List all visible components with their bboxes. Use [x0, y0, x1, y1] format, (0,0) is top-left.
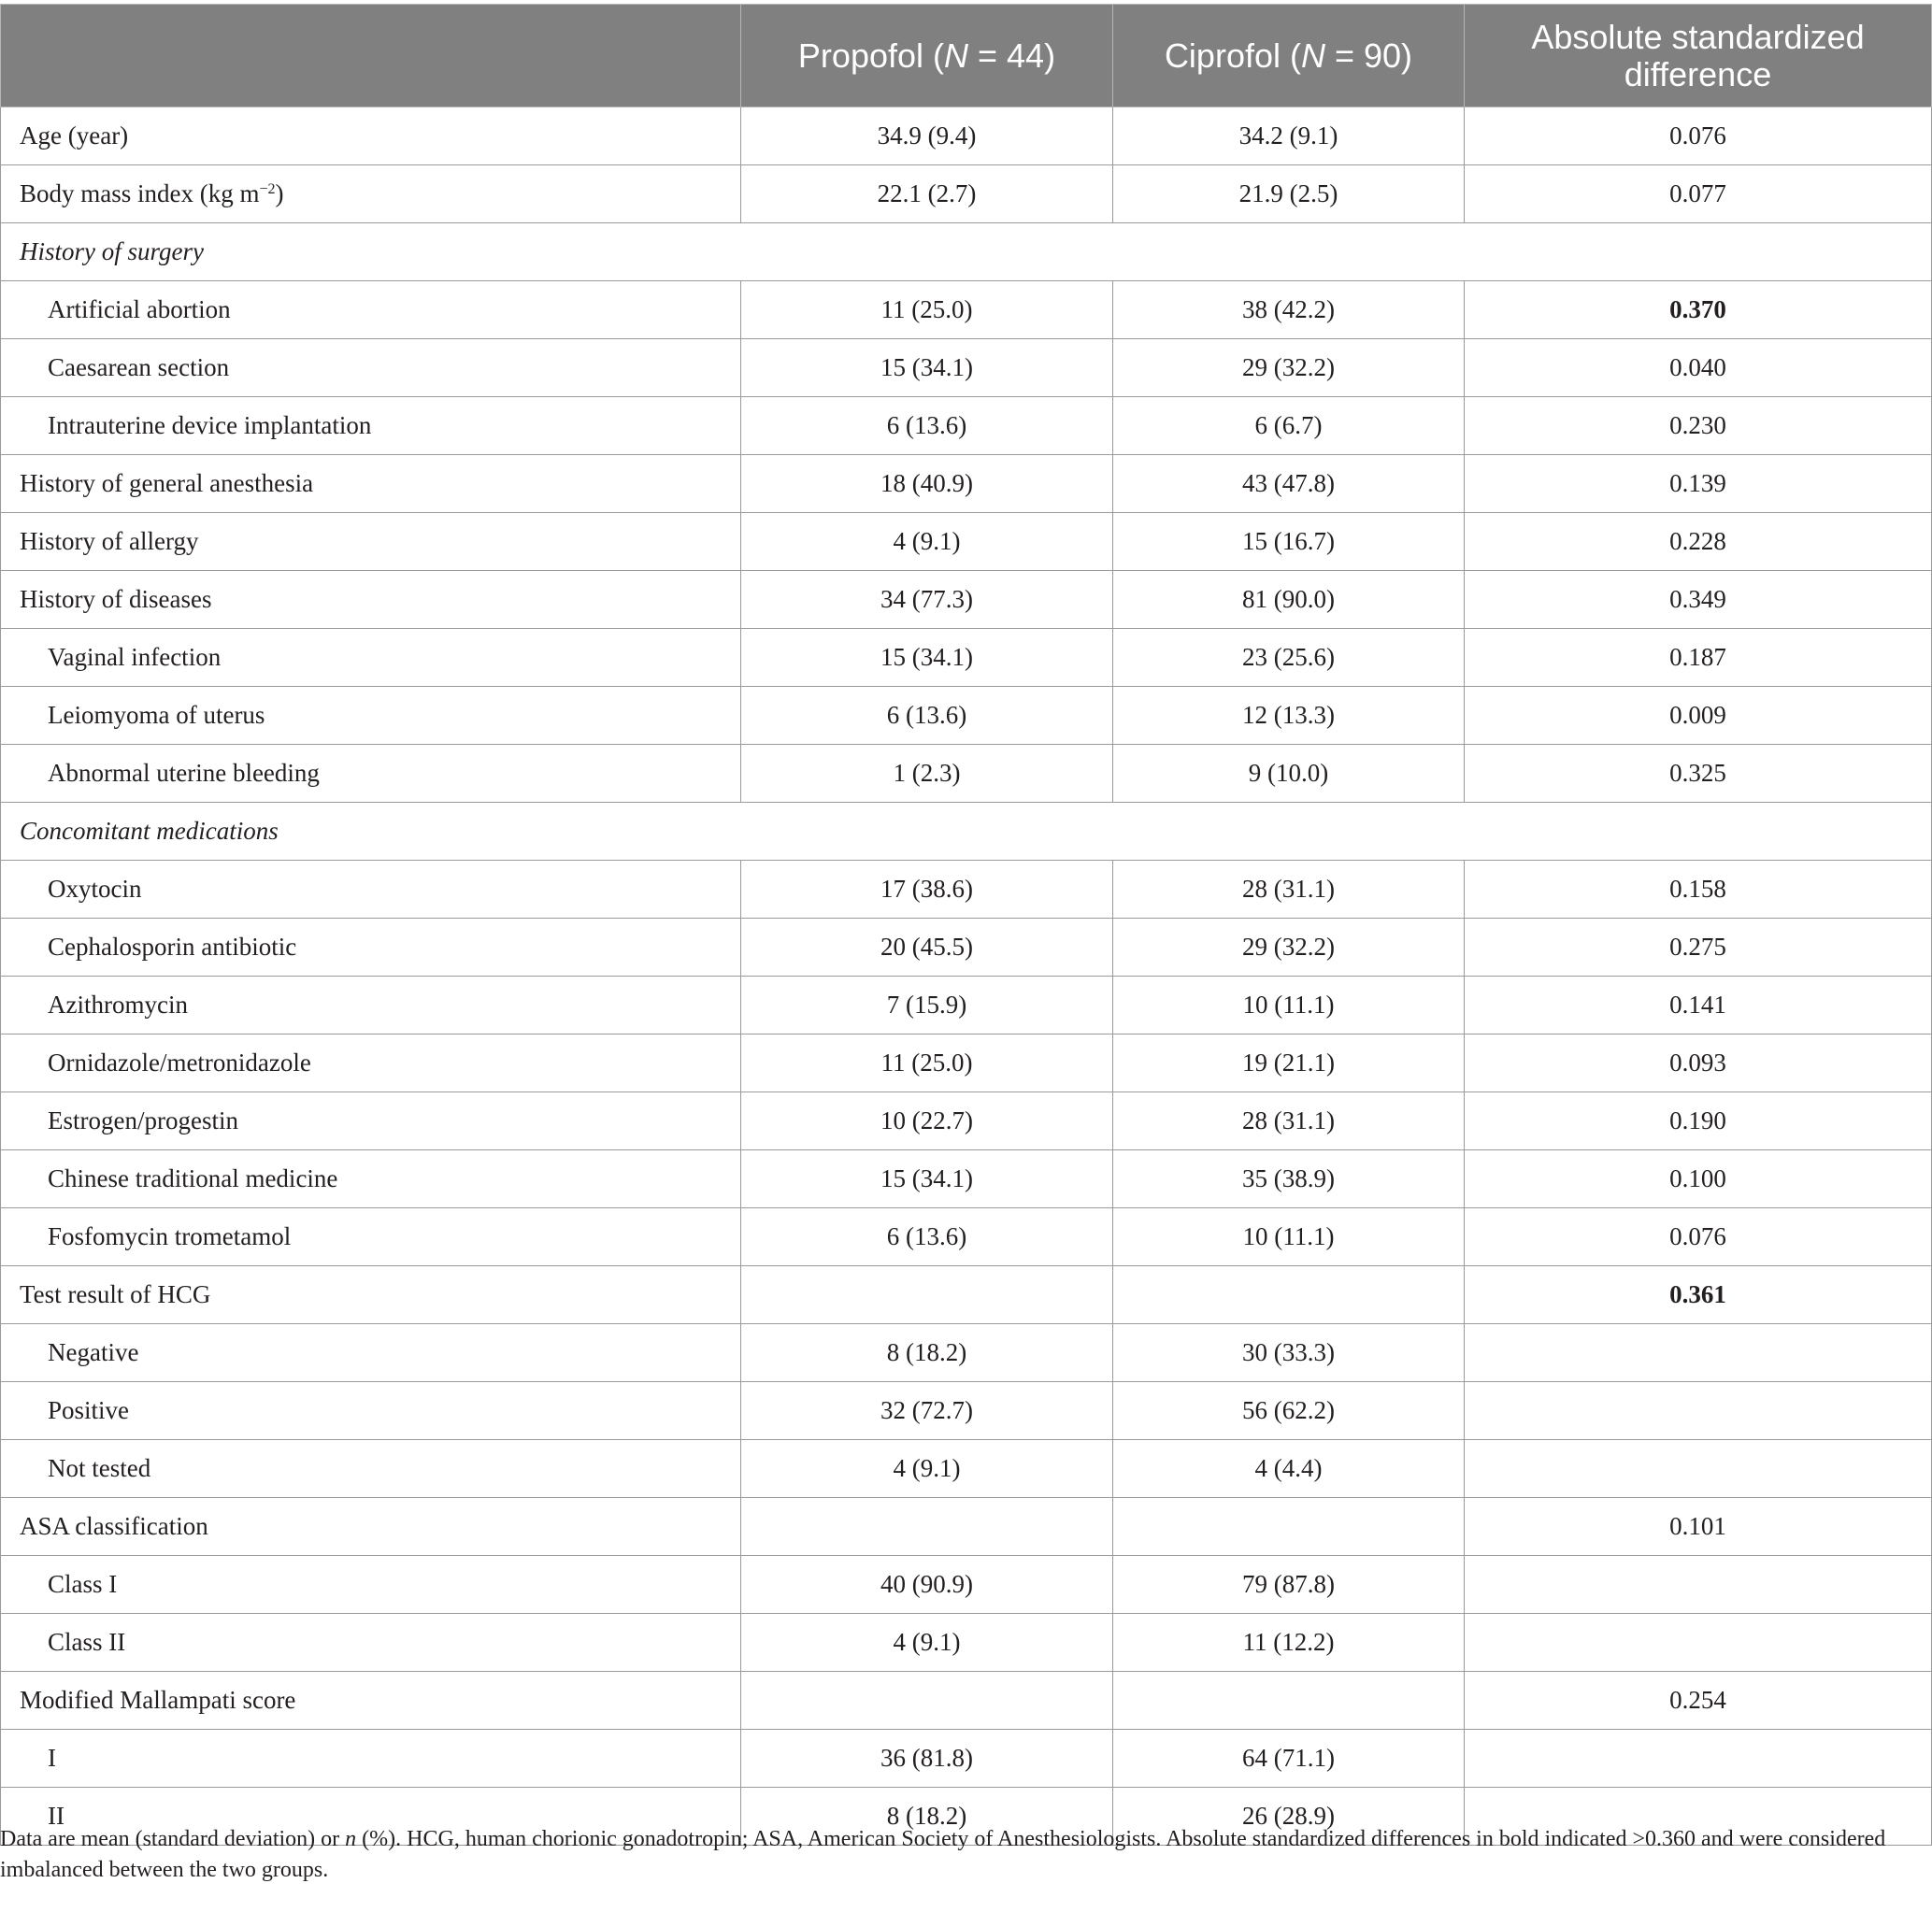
cell-asd: 0.077	[1465, 165, 1932, 223]
row-label: Negative	[1, 1324, 741, 1382]
row-label: Positive	[1, 1382, 741, 1440]
cell-ciprofol: 21.9 (2.5)	[1113, 165, 1465, 223]
cell-ciprofol: 10 (11.1)	[1113, 977, 1465, 1034]
cell-asd: 0.009	[1465, 687, 1932, 745]
cell-propofol: 22.1 (2.7)	[741, 165, 1113, 223]
cell-ciprofol: 29 (32.2)	[1113, 919, 1465, 977]
cell-propofol	[741, 1498, 1113, 1556]
cell-propofol: 6 (13.6)	[741, 1208, 1113, 1266]
row-label: Age (year)	[1, 107, 741, 165]
row-label: Cephalosporin antibiotic	[1, 919, 741, 977]
table-row	[1, 977, 1932, 1034]
cell-ciprofol: 81 (90.0)	[1113, 571, 1465, 629]
row-label: Intrauterine device implantation	[1, 397, 741, 455]
table-row	[1, 107, 1932, 165]
row-label: Chinese traditional medicine	[1, 1150, 741, 1208]
cell-propofol	[741, 1672, 1113, 1730]
table-footnote: Data are mean (standard deviation) or n (%). HCG, human chorionic gonadotropin; ASA, American Society of Anesthesiologists. Absolute standardized differences in bold indicated >0.360 and were considered imbalanced between the two groups.	[0, 1827, 1886, 1882]
cell-propofol: 8 (18.2)	[741, 1788, 1113, 1846]
header-variable	[1, 5, 741, 107]
table-row	[1, 1498, 1932, 1556]
cell-ciprofol: 12 (13.3)	[1113, 687, 1465, 745]
cell-asd: 0.100	[1465, 1150, 1932, 1208]
cell-ciprofol: 35 (38.9)	[1113, 1150, 1465, 1208]
table-row	[1, 629, 1932, 687]
cell-propofol: 4 (9.1)	[741, 1614, 1113, 1672]
row-label: History of allergy	[1, 513, 741, 571]
cell-propofol: 17 (38.6)	[741, 861, 1113, 919]
cell-ciprofol: 64 (71.1)	[1113, 1730, 1465, 1788]
row-label: Abnormal uterine bleeding	[1, 745, 741, 803]
table-row	[1, 919, 1932, 977]
cell-propofol: 18 (40.9)	[741, 455, 1113, 513]
header-asd: Absolute standardized difference	[1465, 5, 1932, 107]
header-propofol: Propofol (N = 44)	[741, 5, 1113, 107]
table-row	[1, 1614, 1932, 1672]
cell-asd: 0.275	[1465, 919, 1932, 977]
table-row	[1, 1382, 1932, 1440]
cell-asd	[1465, 1440, 1932, 1498]
cell-asd: 0.101	[1465, 1498, 1932, 1556]
cell-propofol: 15 (34.1)	[741, 629, 1113, 687]
cell-propofol: 11 (25.0)	[741, 1034, 1113, 1092]
table-row	[1, 571, 1932, 629]
cell-asd: 0.254	[1465, 1672, 1932, 1730]
table-row	[1, 1556, 1932, 1614]
cell-propofol: 1 (2.3)	[741, 745, 1113, 803]
row-label: I	[1, 1730, 741, 1788]
table-row	[1, 745, 1932, 803]
table-row	[1, 687, 1932, 745]
row-label: Class I	[1, 1556, 741, 1614]
cell-asd: 0.093	[1465, 1034, 1932, 1092]
cell-propofol: 34.9 (9.4)	[741, 107, 1113, 165]
cell-ciprofol: 38 (42.2)	[1113, 281, 1465, 339]
table-body	[1, 107, 1932, 1846]
cell-propofol: 32 (72.7)	[741, 1382, 1113, 1440]
cell-propofol: 4 (9.1)	[741, 513, 1113, 571]
cell-propofol: 10 (22.7)	[741, 1092, 1113, 1150]
table-row	[1, 1208, 1932, 1266]
baseline-characteristics-table	[0, 4, 1932, 1846]
cell-asd: 0.228	[1465, 513, 1932, 571]
cell-ciprofol: 11 (12.2)	[1113, 1614, 1465, 1672]
row-label: History of general anesthesia	[1, 455, 741, 513]
cell-asd: 0.190	[1465, 1092, 1932, 1150]
section-label: Concomitant medications	[1, 803, 1932, 861]
cell-propofol: 6 (13.6)	[741, 687, 1113, 745]
table-row	[1, 455, 1932, 513]
cell-ciprofol: 34.2 (9.1)	[1113, 107, 1465, 165]
row-label: Fosfomycin trometamol	[1, 1208, 741, 1266]
table-row	[1, 1150, 1932, 1208]
row-label: Class II	[1, 1614, 741, 1672]
row-label: ASA classification	[1, 1498, 741, 1556]
cell-ciprofol: 4 (4.4)	[1113, 1440, 1465, 1498]
cell-asd	[1465, 1556, 1932, 1614]
cell-asd: 0.141	[1465, 977, 1932, 1034]
cell-asd: 0.230	[1465, 397, 1932, 455]
cell-asd: 0.040	[1465, 339, 1932, 397]
cell-propofol: 7 (15.9)	[741, 977, 1113, 1034]
row-label: History of diseases	[1, 571, 741, 629]
cell-propofol: 4 (9.1)	[741, 1440, 1113, 1498]
row-label: Estrogen/progestin	[1, 1092, 741, 1150]
section-label: History of surgery	[1, 223, 1932, 281]
cell-ciprofol: 6 (6.7)	[1113, 397, 1465, 455]
table-row	[1, 1672, 1932, 1730]
cell-propofol: 34 (77.3)	[741, 571, 1113, 629]
cell-ciprofol: 56 (62.2)	[1113, 1382, 1465, 1440]
cell-ciprofol	[1113, 1498, 1465, 1556]
cell-asd: 0.139	[1465, 455, 1932, 513]
cell-asd: 0.187	[1465, 629, 1932, 687]
cell-propofol: 8 (18.2)	[741, 1324, 1113, 1382]
cell-ciprofol	[1113, 1266, 1465, 1324]
row-label: Azithromycin	[1, 977, 741, 1034]
table-row	[1, 1034, 1932, 1092]
table-row	[1, 513, 1932, 571]
cell-asd	[1465, 1382, 1932, 1440]
table-row	[1, 223, 1932, 281]
cell-ciprofol: 28 (31.1)	[1113, 1092, 1465, 1150]
cell-ciprofol: 30 (33.3)	[1113, 1324, 1465, 1382]
row-label: Caesarean section	[1, 339, 741, 397]
cell-ciprofol	[1113, 1672, 1465, 1730]
cell-asd	[1465, 1614, 1932, 1672]
cell-propofol: 36 (81.8)	[741, 1730, 1113, 1788]
cell-propofol: 6 (13.6)	[741, 397, 1113, 455]
cell-ciprofol: 9 (10.0)	[1113, 745, 1465, 803]
cell-asd	[1465, 1730, 1932, 1788]
table-row	[1, 1440, 1932, 1498]
table-header	[1, 5, 1932, 107]
cell-asd: 0.370	[1465, 281, 1932, 339]
cell-propofol: 15 (34.1)	[741, 339, 1113, 397]
table-row	[1, 1266, 1932, 1324]
cell-ciprofol: 10 (11.1)	[1113, 1208, 1465, 1266]
cell-asd: 0.076	[1465, 107, 1932, 165]
cell-asd: 0.325	[1465, 745, 1932, 803]
table-row	[1, 1324, 1932, 1382]
table-row	[1, 165, 1932, 223]
table-row	[1, 397, 1932, 455]
header-ciprofol: Ciprofol (N = 90)	[1113, 5, 1465, 107]
row-label: Oxytocin	[1, 861, 741, 919]
cell-asd: 0.158	[1465, 861, 1932, 919]
row-label: Modified Mallampati score	[1, 1672, 741, 1730]
cell-ciprofol: 28 (31.1)	[1113, 861, 1465, 919]
cell-ciprofol: 26 (28.9)	[1113, 1788, 1465, 1846]
row-label: Vaginal infection	[1, 629, 741, 687]
row-label: Body mass index (kg $m^{-2}$)	[1, 165, 741, 223]
cell-ciprofol: 23 (25.6)	[1113, 629, 1465, 687]
cell-ciprofol: 79 (87.8)	[1113, 1556, 1465, 1614]
cell-asd	[1465, 1324, 1932, 1382]
header-row	[1, 5, 1932, 107]
cell-propofol: 15 (34.1)	[741, 1150, 1113, 1208]
cell-asd: 0.076	[1465, 1208, 1932, 1266]
cell-ciprofol: 19 (21.1)	[1113, 1034, 1465, 1092]
table-row	[1, 1730, 1932, 1788]
cell-asd: 0.349	[1465, 571, 1932, 629]
table-row	[1, 861, 1932, 919]
row-label: Leiomyoma of uterus	[1, 687, 741, 745]
cell-asd: 0.361	[1465, 1266, 1932, 1324]
row-label: II	[1, 1788, 741, 1846]
table-row	[1, 803, 1932, 861]
cell-ciprofol: 29 (32.2)	[1113, 339, 1465, 397]
table-row	[1, 281, 1932, 339]
cell-ciprofol: 15 (16.7)	[1113, 513, 1465, 571]
table-row	[1, 1092, 1932, 1150]
row-label: Artificial abortion	[1, 281, 741, 339]
cell-propofol	[741, 1266, 1113, 1324]
cell-propofol: 11 (25.0)	[741, 281, 1113, 339]
table-row	[1, 339, 1932, 397]
row-label: Not tested	[1, 1440, 741, 1498]
row-label: Ornidazole/metronidazole	[1, 1034, 741, 1092]
row-label: Test result of HCG	[1, 1266, 741, 1324]
cell-ciprofol: 43 (47.8)	[1113, 455, 1465, 513]
cell-propofol: 40 (90.9)	[741, 1556, 1113, 1614]
cell-propofol: 20 (45.5)	[741, 919, 1113, 977]
